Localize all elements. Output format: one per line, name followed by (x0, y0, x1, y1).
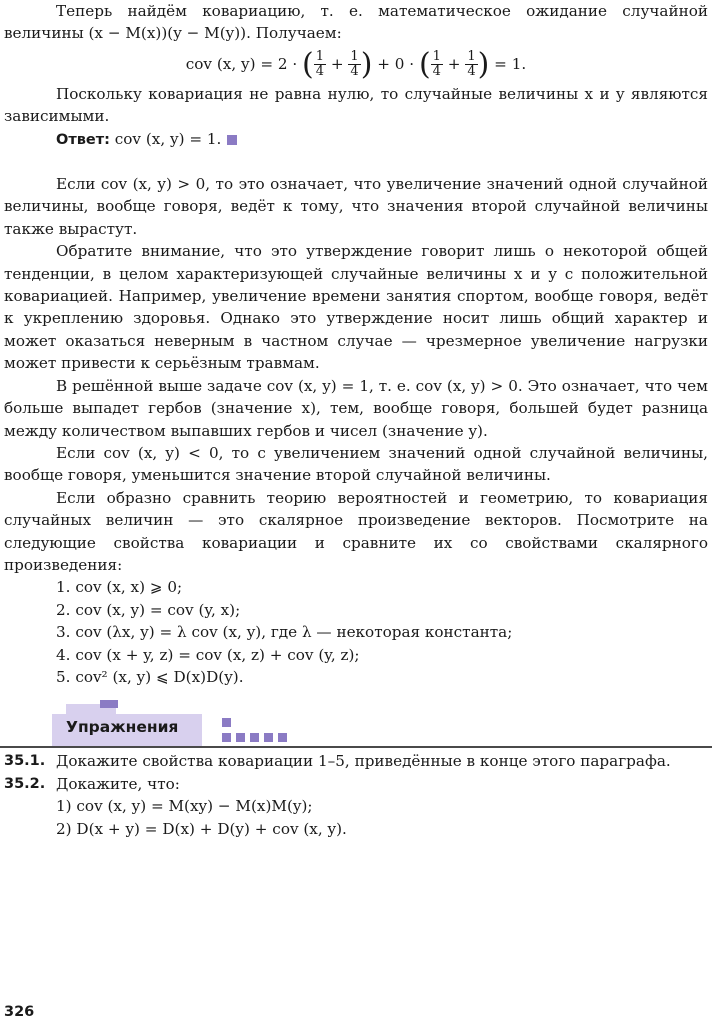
exercises-banner (0, 700, 712, 746)
banner-square-icon (278, 733, 287, 742)
property-item-5: 5. cov² (x, y) ⩽ D(x)D(y). (56, 667, 244, 686)
banner-decor-block (100, 700, 118, 708)
property-item-4: 4. cov (x + y, z) = cov (x, z) + cov (y, z); (56, 645, 360, 664)
banner-square-icon (250, 733, 259, 742)
paragraph-dependence: Поскольку ковариация не равна нулю, то случайные величины x и y являются зависимыми. (4, 84, 708, 126)
end-of-solution-square-icon (227, 135, 237, 145)
property-item-2: 2. cov (x, y) = cov (y, x); (56, 600, 241, 619)
fraction-1: $\frac{1}{4}$ (315, 49, 325, 80)
exercise-text: Докажите, что: (56, 774, 180, 793)
property-item-1: 1. cov (x, x) ⩾ 0; (56, 578, 183, 597)
banner-square-icon (236, 733, 245, 742)
exercise-text: Докажите свойства ковариации 1–5, приведённые в конце этого параграфа. (56, 752, 671, 771)
formula-lhs: cov (x, y) = 2 · (185, 54, 298, 73)
fraction-2: $\frac{1}{4}$ (350, 49, 359, 80)
answer-label: Ответ: (56, 131, 110, 148)
banner-square-icon (222, 733, 231, 742)
formula-mid: + 0 · (377, 54, 415, 73)
covariance-formula: cov (x, y) = 2 · ( $\frac{1}{4}$ + $\frac{1}{4}$ ) + 0 · ( $\frac{1}{4}$ + $\frac{1}{4}$ ) = 1. (185, 46, 527, 82)
paragraph-positive-cov: Если cov (x, y) > 0, то это означает, что увеличение значений одной случайной величины, вообще говоря, ведёт к тому, что значения второй случайной величины также вырастут. (4, 175, 708, 238)
exercise-35-1 (4, 750, 708, 772)
answer-value: cov (x, y) = 1. (114, 129, 222, 148)
exercises-heading: Упражнения (66, 718, 179, 737)
fraction-4: $\frac{1}{4}$ (467, 49, 476, 80)
banner-square-icon (222, 718, 231, 727)
covariance-properties-list (0, 576, 712, 688)
exercise-number: 35.2. (4, 775, 46, 792)
paragraph-geometry-analogy: Если образно сравнить теорию вероятностей и геометрию, то ковариация случайных величин — это скалярное произведение векторов. Посмотрите на следующие свойства ковариации и сравните их со свойствами скалярного произведения: (4, 488, 708, 574)
property-item-3: 3. cov (λx, y) = λ cov (x, y), где λ — некоторая константа; (56, 623, 513, 642)
paragraph-solved-task: В решённой выше задаче cov (x, y) = 1, т. е. cov (x, y) > 0. Это означает, что чем больше выпадет гербов (значение x), тем, вообще говоря, большей будет разница между количеством выпавших гербов и чисел (значение y). (4, 376, 708, 440)
paragraph-negative-cov: Если cov (x, y) < 0, то с увеличением значений одной случайной величины, вообще говоря, уменьшится значение второй случайной величины. (4, 443, 708, 485)
fraction-3: $\frac{1}{4}$ (432, 49, 441, 80)
exercise-number: 35.1. (4, 753, 46, 770)
paragraph-tendency: Обратите внимание, что это утверждение говорит лишь о некоторой общей тенденции, в целом характеризующей случайные величины x и y с положительной ковариацией. Например, увеличение времени занятия спортом, вообще говоря, ведёт к укреплению здоровья. Однако это утверждение носит лишь общий характер и может оказаться неверным в частном случае — чрезмерное увеличение нагрузки может привести к серьёзным травмам. (4, 242, 708, 373)
banner-square-icon (264, 733, 273, 742)
exercise-35-2-part-2: 2) D(x + y) = D(x) + D(y) + cov (x, y). (56, 819, 347, 838)
exercises-divider (0, 746, 712, 748)
paragraph-covariance-intro: Теперь найдём ковариацию, т. е. математическое ожидание случайной величины (x − M(x))(y − M(y)). Получаем: (4, 2, 708, 43)
answer-line (4, 128, 708, 151)
formula-rhs: = 1. (494, 54, 527, 73)
exercise-35-2 (4, 773, 708, 795)
page-number: 326 (4, 1004, 35, 1020)
exercise-35-2-part-1: 1) cov (x, y) = M(xy) − M(x)M(y); (56, 797, 313, 816)
